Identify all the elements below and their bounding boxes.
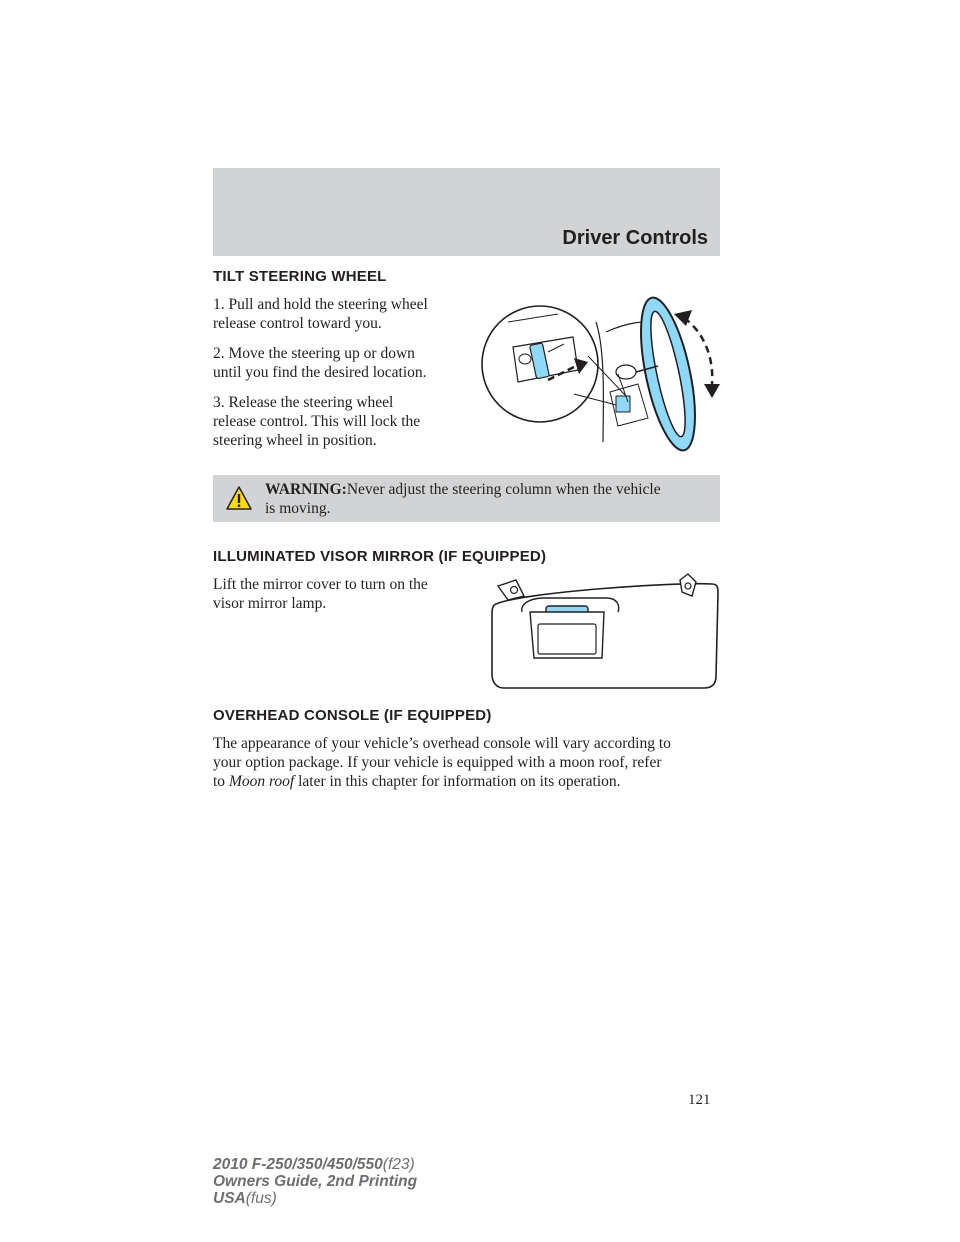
tilt-step-3 — [213, 373, 420, 450]
footer-line-2: Owners Guide, 2nd Printing — [213, 1173, 418, 1190]
tilt-step-2-line-1: 2. Move the steering up or down — [213, 345, 415, 362]
section-header-band — [213, 168, 720, 256]
overhead-console-text — [213, 734, 723, 791]
warning-text — [265, 480, 710, 518]
mirror-glass — [538, 624, 596, 654]
visor-mirror-heading: ILLUMINATED VISOR MIRROR (IF EQUIPPED) — [213, 548, 547, 565]
warning-body-line-1: Never adjust the steering column when the vehicle — [346, 481, 661, 498]
overhead-console-heading: OVERHEAD CONSOLE (IF EQUIPPED) — [213, 707, 492, 724]
console-line-3-prefix: to — [213, 773, 226, 790]
warning-body-line-2: is moving. — [265, 500, 331, 517]
tilt-steering-heading: TILT STEERING WHEEL — [213, 268, 387, 285]
moon-roof-reference: Moon roof — [228, 773, 295, 790]
visor-text-line-2: visor mirror lamp. — [213, 595, 327, 612]
console-text-line-1: The appearance of your vehicle’s overhead console will vary according to — [213, 735, 671, 752]
warning-label: WARNING: — [265, 481, 347, 498]
tilt-step-1 — [213, 295, 428, 333]
footer — [213, 1156, 417, 1207]
visor-mirror-illustration — [484, 568, 720, 692]
warning-box — [213, 475, 720, 522]
console-text-line-2: your option package. If your vehicle is equipped with a moon roof, refer — [213, 754, 662, 771]
page-number: 121 — [688, 1092, 711, 1108]
footer-code-1: (f23) — [382, 1156, 415, 1173]
tilt-step-3-line-3: steering wheel in position. — [213, 432, 377, 449]
tilt-down-arrow-icon — [704, 384, 720, 398]
footer-line-3 — [213, 1190, 417, 1207]
footer-line-1 — [213, 1156, 417, 1173]
section-title: Driver Controls — [562, 227, 708, 249]
warning-triangle-icon — [226, 486, 252, 510]
tilt-step-3-line-2: release control. This will lock the — [213, 413, 421, 430]
footer-model: 2010 F-250/350/450/550 — [213, 1156, 383, 1173]
tilt-step-2-line-2: until you find the desired location. — [213, 364, 427, 381]
visor-body — [492, 584, 718, 688]
visor-mirror-text — [213, 575, 428, 613]
tilt-steering-illustration — [478, 292, 723, 454]
visor-text-line-1: Lift the mirror cover to turn on the — [213, 576, 428, 593]
tilt-up-arrow-icon — [674, 310, 692, 326]
release-lever-small — [616, 396, 630, 412]
console-text-line-3 — [213, 772, 723, 791]
footer-market: USA — [213, 1190, 246, 1207]
tilt-step-1-line-2: release control toward you. — [213, 315, 382, 332]
tilt-step-3-line-1: 3. Release the steering wheel — [213, 394, 394, 411]
console-line-3-suffix: later in this chapter for information on its operation. — [298, 773, 621, 790]
tilt-step-1-line-1: 1. Pull and hold the steering wheel — [213, 296, 428, 313]
footer-code-2: (fus) — [245, 1190, 277, 1207]
